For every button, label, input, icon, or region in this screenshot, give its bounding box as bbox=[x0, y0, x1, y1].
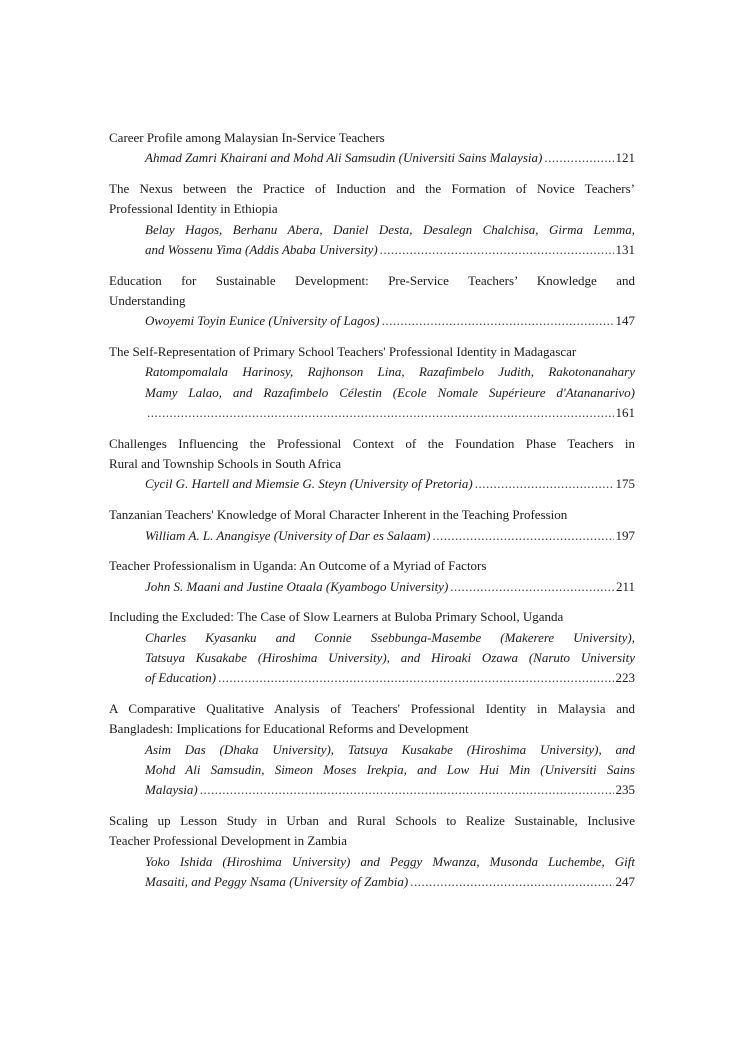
entry-author-line: Ahmad Zamri Khairani and Mohd Ali Samsudin (Universiti Sains Malaysia) bbox=[145, 150, 543, 166]
entry-author-line: Masaiti, and Peggy Nsama (University of Zambia) bbox=[145, 874, 409, 889]
dot-leader bbox=[382, 311, 614, 331]
page-number[interactable]: 223 bbox=[615, 670, 635, 686]
entry-author-line: Mamy Lalao, and Razafimbelo Célestin (Ecole Nomale Supérieure d'Atananarivo) bbox=[145, 384, 635, 400]
entry-author-line: of Education) bbox=[145, 670, 217, 686]
toc-entry[interactable] bbox=[109, 342, 635, 423]
entry-author-line: Owoyemi Toyin Eunice (University of Lagos) bbox=[145, 313, 380, 329]
entry-author-line: Belay Hagos, Berhanu Abera, Daniel Desta, Desalegn Chalchisa, Girma Lemma, bbox=[145, 221, 635, 237]
entry-author-line: Yoko Ishida (Hiroshima University) and Peggy Mwanza, Musonda Luchembe, Gift bbox=[145, 853, 635, 869]
entry-title-line: Professional Identity in Ethiopia bbox=[109, 201, 278, 217]
entry-title-line: Career Profile among Malaysian In-Service Teachers bbox=[109, 130, 385, 145]
entry-title-line: Teacher Professional Development in Zambia bbox=[109, 833, 348, 849]
entry-title-line: The Self-Representation of Primary School Teachers' Professional Identity in Madagascar bbox=[109, 344, 577, 360]
entry-title-line: Teacher Professionalism in Uganda: An Outcome of a Myriad of Factors bbox=[109, 558, 487, 574]
entry-author-line: Cycil G. Hartell and Miemsie G. Steyn (University of Pretoria) bbox=[145, 476, 473, 492]
entry-title-line: Scaling up Lesson Study in Urban and Rural Schools to Realize Sustainable, Inclusive bbox=[109, 813, 635, 829]
entry-title bbox=[109, 556, 635, 576]
toc-entry[interactable] bbox=[109, 699, 635, 800]
entry-title-line: Bangladesh: Implications for Educational Reforms and Development bbox=[109, 721, 469, 737]
page-number[interactable]: 131 bbox=[615, 241, 635, 257]
dot-leader bbox=[410, 872, 613, 892]
entry-title bbox=[109, 271, 635, 312]
toc-entry[interactable] bbox=[109, 811, 635, 892]
entry-title-line: A Comparative Qualitative Analysis of Teachers' Professional Identity in Malaysia and bbox=[109, 701, 635, 717]
entry-authors bbox=[109, 220, 635, 261]
entry-author-line: Tatsuya Kusakabe (Hiroshima University), and Hiroaki Ozawa (Naruto University bbox=[145, 650, 635, 666]
dot-leader bbox=[544, 148, 613, 168]
entry-title-line: Rural and Township Schools in South Africa bbox=[109, 456, 342, 472]
toc-entry[interactable] bbox=[109, 607, 635, 688]
page-number[interactable]: 235 bbox=[615, 782, 635, 798]
entry-title-line: Education for Sustainable Development: Pre-Service Teachers’ Knowledge and bbox=[109, 272, 635, 288]
page-number[interactable]: 197 bbox=[615, 527, 635, 543]
toc-entry[interactable] bbox=[109, 434, 635, 495]
entry-authors bbox=[109, 311, 635, 331]
toc-entry[interactable] bbox=[109, 179, 635, 260]
entry-title-line: Understanding bbox=[109, 293, 186, 309]
entry-title bbox=[109, 607, 635, 627]
entry-title-line: Challenges Influencing the Professional Context of the Foundation Phase Teachers in bbox=[109, 435, 635, 451]
entry-author-line: Malaysia) bbox=[145, 782, 198, 798]
entry-authors bbox=[109, 852, 635, 893]
entry-author-line: Charles Kyasanku and Connie Ssebbunga-Masembe (Makerere University), bbox=[145, 629, 635, 645]
entry-authors bbox=[109, 474, 635, 494]
dot-leader bbox=[218, 668, 613, 688]
entry-title bbox=[109, 505, 635, 525]
entry-title-line: Tanzanian Teachers' Knowledge of Moral Character Inherent in the Teaching Profession bbox=[109, 507, 568, 523]
toc-entry[interactable] bbox=[109, 556, 635, 597]
entry-author-line: William A. L. Anangisye (University of Dar es Salaam) bbox=[145, 527, 431, 543]
dot-leader bbox=[433, 526, 614, 546]
entry-authors bbox=[109, 148, 635, 168]
entry-title bbox=[109, 128, 635, 148]
dot-leader bbox=[147, 403, 614, 423]
entry-authors bbox=[109, 362, 635, 423]
entry-title-line: The Nexus between the Practice of Induction and the Formation of Novice Teachers’ bbox=[109, 181, 635, 197]
dot-leader bbox=[200, 780, 614, 800]
entry-authors bbox=[109, 577, 635, 597]
toc-entry[interactable] bbox=[109, 271, 635, 332]
entry-author-line: Ratompomalala Harinosy, Rajhonson Lina, Razafimbelo Judith, Rakotonanahary bbox=[145, 364, 635, 380]
page-number[interactable]: 121 bbox=[615, 150, 635, 166]
entry-author-line: and Wossenu Yima (Addis Ababa University) bbox=[145, 241, 378, 257]
entry-title bbox=[109, 699, 635, 740]
dot-leader bbox=[475, 474, 614, 494]
dot-leader bbox=[380, 240, 614, 260]
entry-author-line: John S. Maani and Justine Otaala (Kyambogo University) bbox=[145, 578, 449, 594]
entry-title-line: Including the Excluded: The Case of Slow Learners at Buloba Primary School, Uganda bbox=[109, 609, 564, 625]
entry-title bbox=[109, 342, 635, 362]
page-number[interactable]: 175 bbox=[615, 476, 635, 492]
entry-authors bbox=[109, 526, 635, 546]
page-number[interactable]: 147 bbox=[615, 313, 635, 329]
toc-entry[interactable] bbox=[109, 128, 635, 169]
toc-entry[interactable] bbox=[109, 505, 635, 546]
page-number[interactable]: 211 bbox=[615, 578, 635, 594]
entry-author-line: Asim Das (Dhaka University), Tatsuya Kusakabe (Hiroshima University), and bbox=[145, 741, 635, 757]
dot-leader bbox=[450, 577, 614, 597]
page-number[interactable]: 247 bbox=[615, 874, 635, 889]
entry-title bbox=[109, 811, 635, 852]
entry-title bbox=[109, 434, 635, 475]
entry-authors bbox=[109, 740, 635, 801]
entry-author-line: Mohd Ali Samsudin, Simeon Moses Irekpia, and Low Hui Min (Universiti Sains bbox=[145, 762, 635, 778]
entry-authors bbox=[109, 628, 635, 689]
page-number[interactable]: 161 bbox=[615, 405, 635, 421]
entry-title bbox=[109, 179, 635, 220]
table-of-contents bbox=[109, 128, 635, 903]
